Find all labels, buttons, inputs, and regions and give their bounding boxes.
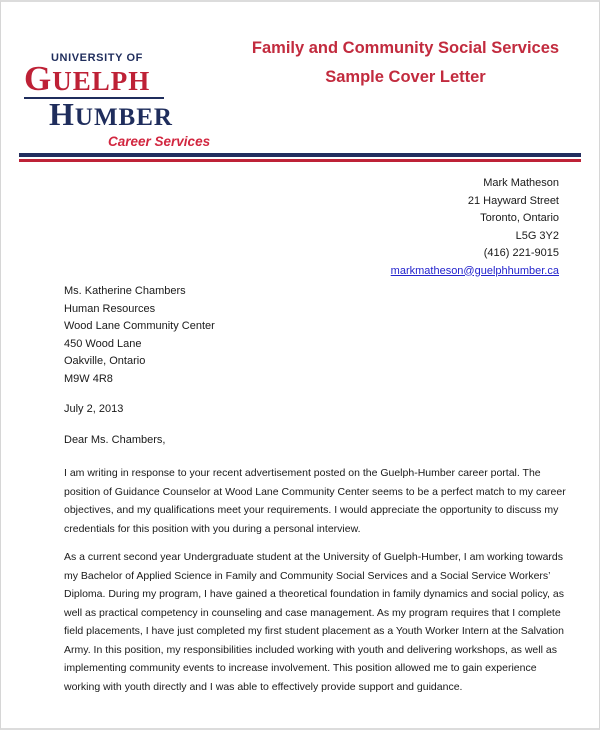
sender-email-link[interactable]: markmatheson@guelphhumber.ca bbox=[390, 264, 559, 277]
sender-postal-code: L5G 3Y2 bbox=[515, 229, 559, 242]
letter-body bbox=[64, 175, 566, 696]
paragraph-line: implementing community events to increase involvement. This position allowed me to gain experience bbox=[64, 662, 537, 674]
letterhead bbox=[1, 2, 599, 153]
paragraph-line: Army. In this position, my responsibilities included working with youth and delivering workshops, as well as bbox=[64, 643, 557, 656]
sender-name: Mark Matheson bbox=[483, 177, 559, 189]
paragraph-line: well as practical competency in counseling and case management. As my program requires that I complete bbox=[64, 606, 561, 619]
paragraph-line: field placements, I have just completed my first student placement as a Youth Worker Intern at the Salvation bbox=[64, 625, 564, 637]
sender-address-block bbox=[64, 175, 559, 280]
recipient-organization: Wood Lane Community Center bbox=[64, 320, 215, 332]
sender-street: 21 Hayward Street bbox=[467, 194, 559, 207]
document-title-line-2: Sample Cover Letter bbox=[325, 68, 486, 86]
recipient-name: Ms. Katherine Chambers bbox=[64, 285, 186, 297]
salutation: Dear Ms. Chambers, bbox=[64, 433, 166, 446]
recipient-address-block bbox=[64, 283, 559, 388]
logo-university-of-text: UNIVERSITY OF bbox=[51, 52, 143, 64]
paragraph-line: I am writing in response to your recent advertisement posted on the Guelph-Humber career portal. The bbox=[64, 467, 541, 479]
logo-career-services-tagline: Career Services bbox=[108, 134, 211, 149]
paragraph-line: objectives, and my qualifications meet your requirements. I would appreciate the opportunity to discuss my bbox=[64, 504, 559, 516]
header-divider bbox=[19, 153, 581, 162]
document-title bbox=[226, 2, 599, 153]
guelph-humber-logo bbox=[1, 2, 226, 153]
paragraph-line: As a current second year Undergraduate student at the University of Guelph-Humber, I am working towards bbox=[64, 551, 563, 563]
recipient-postal-code: M9W 4R8 bbox=[64, 372, 113, 385]
paragraph-line: working with youth directly and I was able to effectively provide support and guidance. bbox=[64, 680, 463, 693]
paragraph-line: credentials for this position with you during a personal interview. bbox=[64, 522, 361, 535]
paragraph-line: my Bachelor of Applied Science in Family and Community Social Services and a Social Service Workers’ bbox=[64, 569, 551, 582]
letter-date: July 2, 2013 bbox=[64, 403, 124, 415]
logo-humber-wordmark: HUMBER bbox=[49, 96, 173, 132]
divider-red-line bbox=[19, 159, 581, 162]
body-paragraph-2 bbox=[64, 548, 564, 696]
paragraph-line: position of Guidance Counselor at Wood Lane Community Center seems to be a perfect match to my career bbox=[64, 485, 566, 498]
sender-city: Toronto, Ontario bbox=[480, 212, 559, 224]
document-title-line-1: Family and Community Social Services bbox=[251, 39, 560, 57]
paragraph-line: Diploma. During my program, I have gained a theoretical foundation in family dynamics and social policy, as bbox=[64, 588, 564, 600]
sender-phone: (416) 221-9015 bbox=[483, 247, 559, 259]
logo-guelph-wordmark: GUELPH bbox=[24, 59, 151, 98]
recipient-city: Oakville, Ontario bbox=[64, 355, 146, 367]
recipient-department: Human Resources bbox=[64, 302, 156, 315]
body-paragraph-1 bbox=[64, 464, 566, 538]
recipient-street: 450 Wood Lane bbox=[64, 337, 142, 350]
